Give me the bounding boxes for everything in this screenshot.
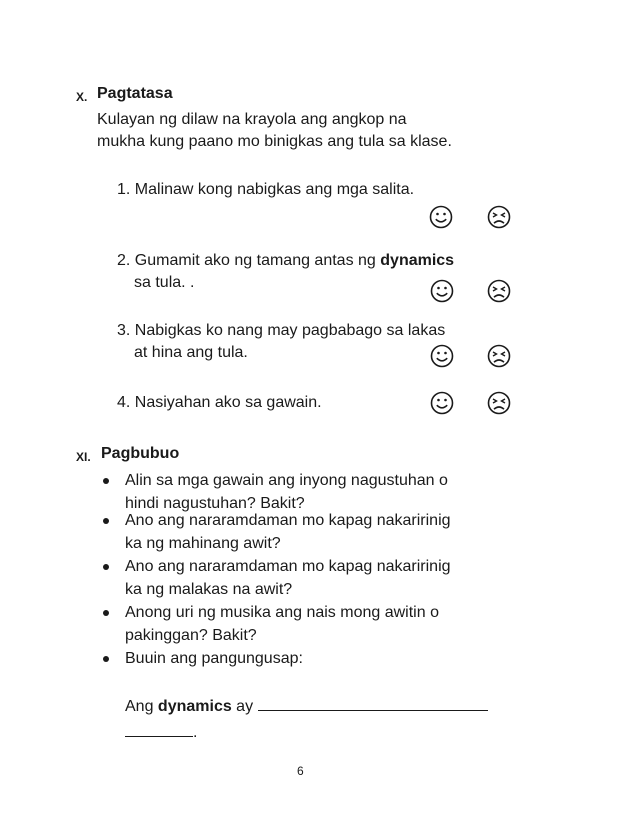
fill-in-sentence [125, 696, 488, 717]
smiley-face-icon[interactable] [429, 205, 453, 229]
section-11-number: XI. [76, 450, 91, 464]
frowning-face-icon[interactable] [487, 205, 511, 229]
section-10-title: Pagtatasa [97, 85, 173, 102]
frowning-face-icon[interactable] [487, 279, 511, 303]
item-2-text [117, 251, 454, 271]
item-4-text: 4. Nasiyahan ako sa gawain. [117, 394, 322, 411]
bullet-3-line-1: Ano ang nararamdaman mo kapag nakaririnig [125, 558, 451, 575]
item-2-prefix: 2. Gumamit ako ng tamang antas ng [117, 252, 381, 269]
section-10-number: X. [76, 90, 88, 104]
bullet-4-line-1: Anong uri ng musika ang nais mong awitin o [125, 604, 439, 621]
sentence-end: . [193, 724, 198, 741]
sentence-bold: dynamics [157, 698, 232, 715]
bullet-icon [103, 610, 109, 616]
smiley-face-icon[interactable] [430, 391, 454, 415]
bullet-icon [103, 478, 109, 484]
answer-blank[interactable] [258, 696, 488, 711]
item-3-line-2: at hina ang tula. [134, 344, 248, 361]
frowning-face-icon[interactable] [487, 344, 511, 368]
bullet-2-line-1: Ano ang nararamdaman mo kapag nakaririnig [125, 512, 451, 529]
answer-blank[interactable] [125, 722, 193, 737]
page-number: 6 [297, 764, 304, 778]
bullet-3-line-2: ka ng malakas na awit? [125, 581, 293, 598]
instruction-line-2: mukha kung paano mo binigkas ang tula sa klase. [97, 133, 452, 150]
bullet-4-line-2: pakinggan? Bakit? [125, 627, 257, 644]
smiley-face-icon[interactable] [430, 279, 454, 303]
bullet-5-line-1: Buuin ang pangungusap: [125, 650, 303, 667]
item-2-bold: dynamics [380, 252, 455, 269]
frowning-face-icon[interactable] [487, 391, 511, 415]
bullet-2-line-2: ka ng mahinang awit? [125, 535, 281, 552]
item-2-line-2: sa tula. . [134, 274, 195, 291]
sentence-prefix: Ang [125, 698, 158, 715]
bullet-icon [103, 656, 109, 662]
bullet-1-line-2: hindi nagustuhan? Bakit? [125, 495, 305, 512]
bullet-1-line-1: Alin sa mga gawain ang inyong nagustuhan o [125, 472, 448, 489]
section-11-title: Pagbubuo [101, 445, 180, 462]
item-3-text: 3. Nabigkas ko nang may pagbabago sa lakas [117, 322, 446, 339]
answer-blank-line-2 [125, 722, 197, 743]
bullet-icon [103, 564, 109, 570]
smiley-face-icon[interactable] [430, 344, 454, 368]
sentence-suffix: ay [231, 698, 258, 715]
bullet-icon [103, 518, 109, 524]
instruction-line-1: Kulayan ng dilaw na krayola ang angkop na [97, 111, 407, 128]
item-1-text: 1. Malinaw kong nabigkas ang mga salita. [117, 181, 415, 198]
